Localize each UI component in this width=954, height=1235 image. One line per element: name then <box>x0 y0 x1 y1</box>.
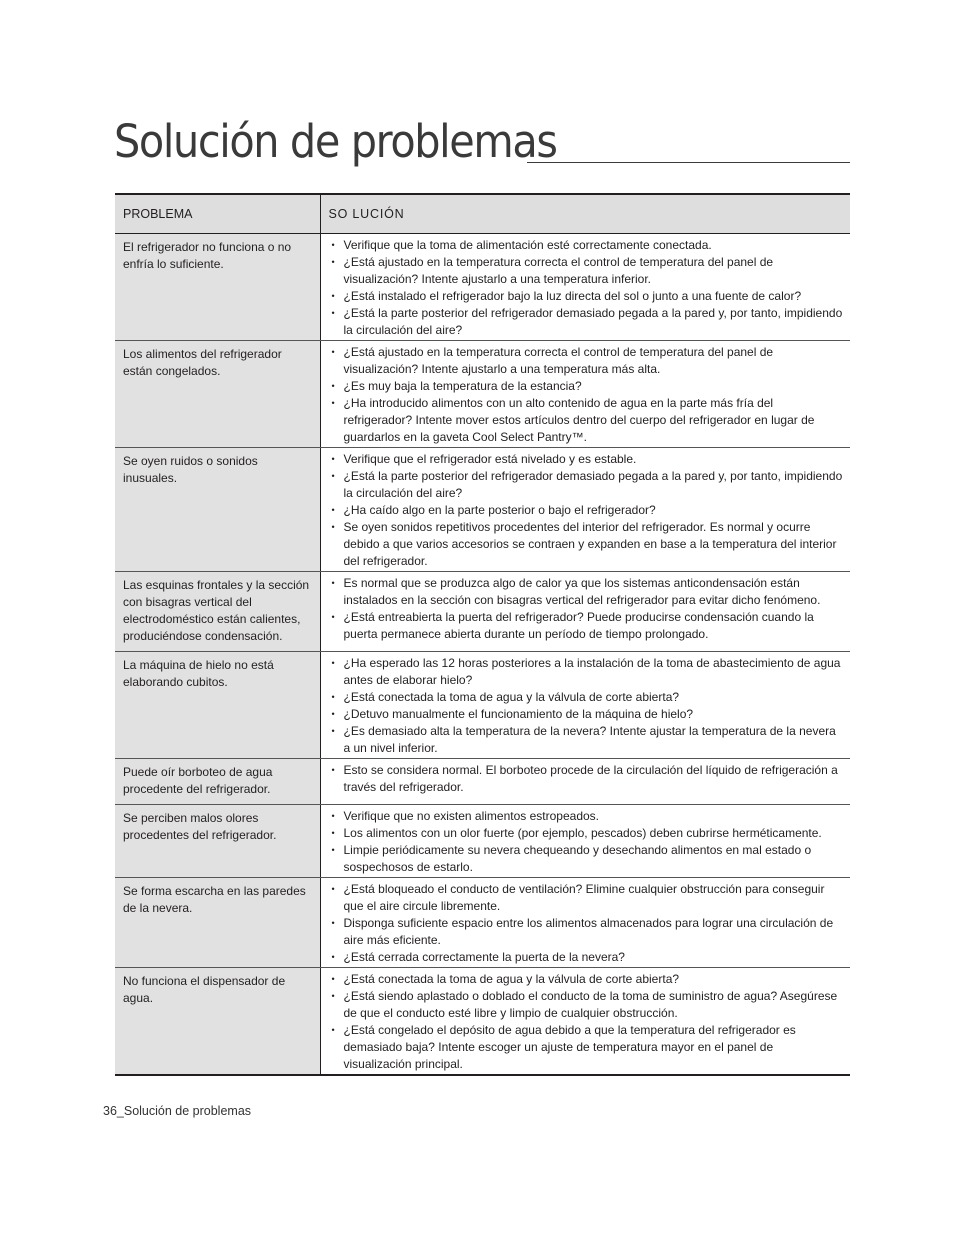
solution-item: • Verifique que no existen alimentos estropeados. <box>328 808 845 825</box>
solution-item: • ¿Está congelado el depósito de agua debido a que la temperatura del refrigerador es demasiado baja? Intente escoger un ajuste de temperatura mayor en el panel de visualización principal. <box>328 1022 845 1073</box>
solution-item: • ¿Es muy baja la temperatura de la estancia? <box>328 378 845 395</box>
table-row <box>115 448 850 572</box>
solution-item: • Es normal que se produzca algo de calor ya que los sistemas anticondensación están instalados en la sección con bisagras vertical del refrigerador para evitar dicho fenómeno. <box>328 575 845 609</box>
solution-list <box>328 655 845 757</box>
table-row <box>115 234 850 341</box>
solution-cell <box>320 759 850 805</box>
solution-item: • ¿Está la parte posterior del refrigerador demasiado pegada a la pared y, por tanto, impidiendo la circulación del aire? <box>328 468 845 502</box>
problem-cell: Los alimentos del refrigerador están congelados. <box>115 341 320 448</box>
table-row <box>115 968 850 1076</box>
solution-item: • Esto se considera normal. El borboteo procede de la circulación del líquido de refrigeración a través del refrigerador. <box>328 762 845 796</box>
title-rule <box>527 162 850 163</box>
solution-list <box>328 237 845 339</box>
table-body <box>115 234 850 1076</box>
table-row <box>115 805 850 878</box>
solution-item: • ¿Ha esperado las 12 horas posteriores a la instalación de la toma de abastecimiento de agua antes de elaborar hielo? <box>328 655 845 689</box>
solution-list <box>328 344 845 446</box>
solution-list <box>328 971 845 1073</box>
table-row <box>115 341 850 448</box>
troubleshooting-table <box>115 193 850 1076</box>
solution-item: • ¿Está siendo aplastado o doblado el conducto de la toma de suministro de agua? Asegúrese de que el conducto esté libre y limpio de cualquier obstrucción. <box>328 988 845 1022</box>
solution-cell <box>320 805 850 878</box>
solution-item: • Los alimentos con un olor fuerte (por ejemplo, pescados) deben cubrirse herméticamente. <box>328 825 845 842</box>
solution-item: • Se oyen sonidos repetitivos procedentes del interior del refrigerador. Es normal y ocurre debido a que varios accesorios se contraen y expanden en base a la temperatura del interior del refrigerador. <box>328 519 845 570</box>
solution-item: • ¿Es demasiado alta la temperatura de la nevera? Intente ajustar la temperatura de la nevera a un nivel inferior. <box>328 723 845 757</box>
problem-cell: Se oyen ruidos o sonidos inusuales. <box>115 448 320 572</box>
solution-item: • ¿Ha caído algo en la parte posterior o bajo el refrigerador? <box>328 502 845 519</box>
problem-cell: Las esquinas frontales y la sección con bisagras vertical del electrodoméstico están calientes, produciéndose condensación. <box>115 572 320 652</box>
solution-item: • ¿Está cerrada correctamente la puerta de la nevera? <box>328 949 845 966</box>
solution-item: • ¿Está ajustado en la temperatura correcta el control de temperatura del panel de visualización? Intente ajustarlo a una temperatura más alta. <box>328 344 845 378</box>
solution-item: • ¿Está bloqueado el conducto de ventilación? Elimine cualquier obstrucción para conseguir que el aire circule libremente. <box>328 881 845 915</box>
solution-list <box>328 575 845 643</box>
table-row <box>115 759 850 805</box>
table-header-row <box>115 194 850 234</box>
problem-cell: La máquina de hielo no está elaborando cubitos. <box>115 652 320 759</box>
solution-cell <box>320 968 850 1076</box>
page-title: Solución de problemas <box>114 115 557 168</box>
solution-list <box>328 762 845 796</box>
solution-item: • ¿Está conectada la toma de agua y la válvula de corte abierta? <box>328 971 845 988</box>
solution-item: • ¿Está instalado el refrigerador bajo la luz directa del sol o junto a una fuente de calor? <box>328 288 845 305</box>
header-problem: PROBLEMA <box>115 194 320 234</box>
header-solution: SO LUCIÓN <box>320 194 850 234</box>
solution-item: • Verifique que la toma de alimentación esté correctamente conectada. <box>328 237 845 254</box>
solution-cell <box>320 652 850 759</box>
solution-cell <box>320 341 850 448</box>
solution-item: • Disponga suficiente espacio entre los alimentos almacenados para lograr una circulación de aire más eficiente. <box>328 915 845 949</box>
solution-item: • ¿Está ajustado en la temperatura correcta el control de temperatura del panel de visualización? Intente ajustarlo a una temperatura inferior. <box>328 254 845 288</box>
problem-cell: Puede oír borboteo de agua procedente del refrigerador. <box>115 759 320 805</box>
table-row <box>115 878 850 968</box>
solution-item: • Verifique que el refrigerador está nivelado y es estable. <box>328 451 845 468</box>
problem-cell: Se perciben malos olores procedentes del refrigerador. <box>115 805 320 878</box>
problem-cell: Se forma escarcha en las paredes de la nevera. <box>115 878 320 968</box>
table-row <box>115 572 850 652</box>
solution-item: • ¿Está entreabierta la puerta del refrigerador? Puede producirse condensación cuando la puerta permanece abierta durante un período de tiempo prolongado. <box>328 609 845 643</box>
solution-list <box>328 808 845 876</box>
solution-item: • ¿Ha introducido alimentos con un alto contenido de agua en la parte más fría del refrigerador? Intente mover estos artículos dentro del cuerpo del refrigerador en lugar de guardarlos en la gaveta Cool Select Pantry™. <box>328 395 845 446</box>
solution-item: • ¿Está conectada la toma de agua y la válvula de corte abierta? <box>328 689 845 706</box>
solution-list <box>328 451 845 570</box>
solution-item: • ¿Está la parte posterior del refrigerador demasiado pegada a la pared y, por tanto, impidiendo la circulación del aire? <box>328 305 845 339</box>
page-footer: 36_Solución de problemas <box>103 1104 252 1118</box>
problem-cell: No funciona el dispensador de agua. <box>115 968 320 1076</box>
solution-cell <box>320 234 850 341</box>
solution-item: • ¿Detuvo manualmente el funcionamiento de la máquina de hielo? <box>328 706 845 723</box>
solution-cell <box>320 448 850 572</box>
solution-cell <box>320 878 850 968</box>
solution-cell <box>320 572 850 652</box>
problem-cell: El refrigerador no funciona o no enfría lo suficiente. <box>115 234 320 341</box>
table-row <box>115 652 850 759</box>
solution-list <box>328 881 845 966</box>
solution-item: • Limpie periódicamente su nevera chequeando y desechando alimentos en mal estado o sospechosos de estarlo. <box>328 842 845 876</box>
